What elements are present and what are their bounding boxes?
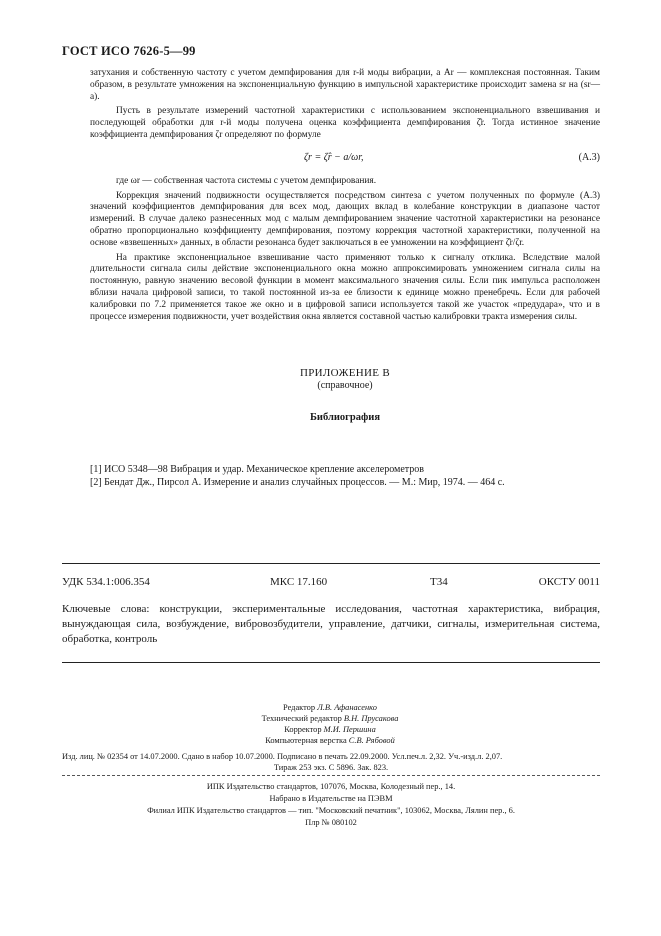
paragraph-4: Коррекция значений подвижности осуществляется посредством синтеза с учетом полученных по формуле (А.3) значений коэффициентов демпфирования для всех мод, дающих вклад в колебание конструкции в диапазоне частот измерений. В случае далеко разнесенных мод с малым демпфированием значение частотной характеристики на резонансе обратно пропорционально коэффициенту демпфирования, поэтому коррекция частотной характеристики, полученной на основе «взвешенных» данных, в области резонанса будет заключаться в ее умножении на коэффициент ζ̂r/ζr. <box>90 190 600 248</box>
credit-tech-editor: Технический редактор В.Н. Прусакова <box>261 714 399 723</box>
divider-top <box>62 563 600 564</box>
publisher-line-3: Филиал ИПК Издательство стандартов — тип. "Московский печатник", 103062, Москва, Лялин пер., 6. <box>147 806 515 815</box>
paragraph-2: Пусть в результате измерений частотной характеристики с использованием экспоненциального взвешивания и последующей обработки для r-й моды получена оценка коэффициента демпфирования ζ̂r. Тогда истинное значение коэффициента демпфирования ζr определяют по формуле <box>90 106 600 140</box>
keywords: Ключевые слова: конструкции, экспериментальные исследования, частотная характеристика, вибрация, вынуждающая сила, возбуждение, вибровозбудители, управление, датчики, сигналы, измерительная система, обработка, контроль <box>62 603 600 645</box>
paragraph-3: где ωr — собственная частота системы с учетом демпфирования. <box>116 175 377 186</box>
reference-item: [1] ИСО 5348—98 Вибрация и удар. Механическое крепление акселерометров <box>90 464 424 475</box>
udk-code: УДК 534.1:006.354 <box>62 576 150 588</box>
credits <box>90 702 570 746</box>
publisher-line-1: ИПК Издательство стандартов, 107076, Москва, Колодезный пер., 14. <box>206 782 456 791</box>
publisher-info <box>62 781 600 829</box>
formula-number: (А.3) <box>578 151 600 163</box>
credit-corrector: Корректор М.И. Першина <box>284 725 376 734</box>
paragraph-5: На практике экспоненциальное взвешивание часто применяют только к сигналу отклика. Вследствие малой длительности сигнала силы действие экспоненциального окна можно аппроксимировать умножением сигнала силы на постоянную, равную значению весовой функции в момент максимального значения силы. Если пик импульса расположен вблизи начала цифровой записи, то такой постоянной из-за ее близости к единице можно пренебречь. Если для рабочей калибровки по 7.2 применяется такое же окно и в цифровой записи используется такой же участок «предудара», что и в процессе измерения подвижности, учет воздействия окна является составной частью калибровки тракта измерения силы. <box>90 252 600 322</box>
t-code: Т34 <box>430 576 448 588</box>
formula-row <box>90 148 600 172</box>
reference-item: [2] Бендат Дж., Пирсол А. Измерение и анализ случайных процессов. — М.: Мир, 1974. — 464 с. <box>90 477 505 488</box>
credit-editor: Редактор Л.В. Афанасенко <box>283 703 377 712</box>
divider-bottom <box>62 662 600 663</box>
paragraph-1: затухания и собственную частоту с учетом демпфирования для r-й моды вибрации, а Ar — комплексная постоянная. Таким образом, в результате умножения на экспоненциальную функцию в импульсной характеристике происходит замена sr на (sr—a). <box>90 68 600 102</box>
dashed-divider <box>62 775 600 776</box>
bibliography-title: Библиография <box>309 412 381 423</box>
body-text <box>90 68 600 326</box>
print-info-line-1: Изд. лиц. № 02354 от 14.07.2000. Сдано в набор 10.07.2000. Подписано в печать 22.09.2000. Усл.печ.л. 2,32. Уч.-изд.л. 2,07. <box>62 752 503 761</box>
reference-list <box>90 464 600 490</box>
print-info-line-2: Тираж 253 экз. С 5896. Зак. 823. <box>273 763 389 772</box>
publisher-line-2: Набрано в Издательстве на ПЭВМ <box>269 794 393 803</box>
classification-row <box>62 576 600 590</box>
formula-a3: ζr = ζ̂r − a/ωr, <box>304 151 364 163</box>
publisher-line-4: Плр № 080102 <box>305 818 357 827</box>
appendix-title: ПРИЛОЖЕНИЕ В <box>299 367 390 379</box>
document-header: ГОСТ ИСО 7626-5—99 <box>62 44 196 58</box>
appendix-subtitle: (справочное) <box>317 380 373 391</box>
print-info <box>62 751 600 773</box>
mks-code: МКС 17.160 <box>270 576 328 588</box>
okstu-code: ОКСТУ 0011 <box>538 576 600 588</box>
credit-layout: Компьютерная верстка С.В. Рябовой <box>265 736 395 745</box>
